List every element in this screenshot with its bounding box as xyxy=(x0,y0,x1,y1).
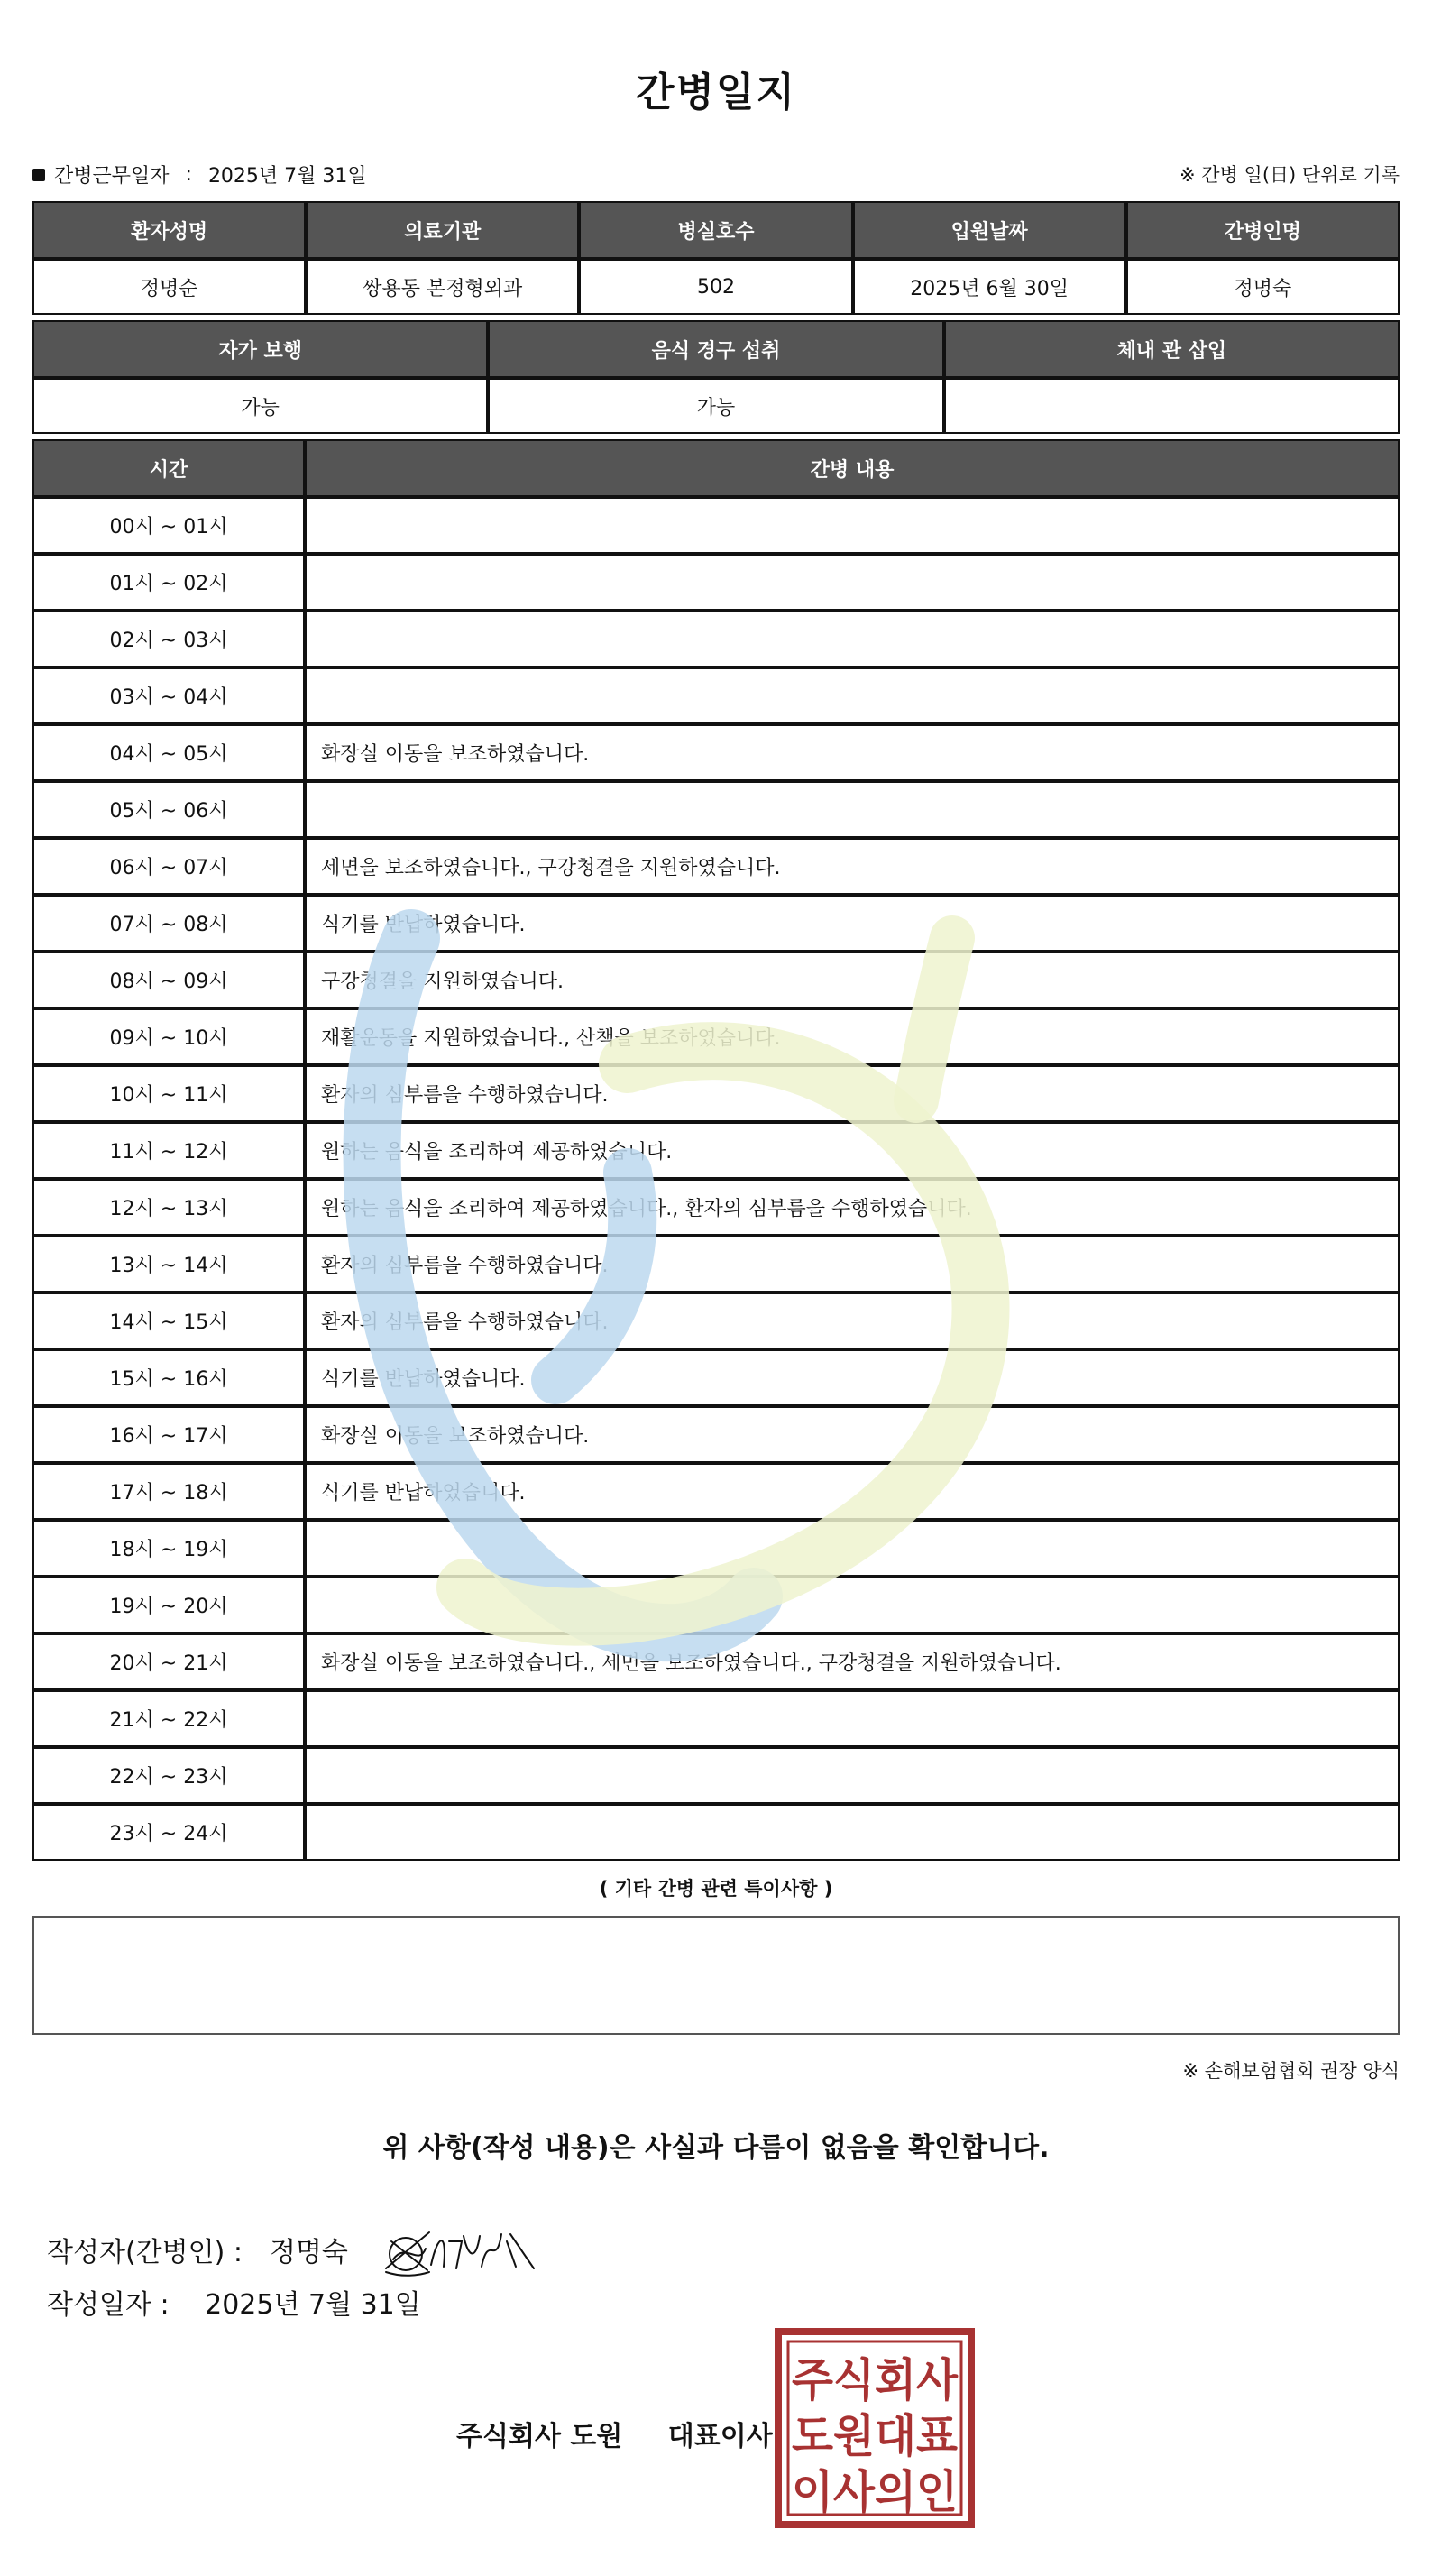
log-time: 13시 ~ 14시 xyxy=(32,1236,305,1293)
insurance-form-note: ※ 손해보험협회 권장 양식 xyxy=(1182,2060,1400,2082)
log-content: 세면을 보조하였습니다., 구강청결을 지원하였습니다. xyxy=(305,838,1400,895)
log-time: 05시 ~ 06시 xyxy=(32,781,305,838)
log-row xyxy=(32,895,1400,952)
header-room-number: 병실호수 xyxy=(579,201,852,259)
log-row xyxy=(32,554,1400,611)
log-row xyxy=(32,1293,1400,1349)
log-content: 화장실 이동을 보조하였습니다. xyxy=(305,1406,1400,1463)
log-time: 06시 ~ 07시 xyxy=(32,838,305,895)
log-content: 원하는 음식을 조리하여 제공하였습니다., 환자의 심부름을 수행하였습니다. xyxy=(305,1179,1400,1236)
log-row xyxy=(32,1236,1400,1293)
written-date-line xyxy=(47,2282,421,2322)
svg-text:도원대표: 도원대표 xyxy=(792,2410,959,2462)
writer-line xyxy=(47,2214,537,2285)
header-time: 시간 xyxy=(32,439,305,497)
log-time: 15시 ~ 16시 xyxy=(32,1349,305,1406)
log-content: 식기를 반납하였습니다. xyxy=(305,1349,1400,1406)
patient-info-table xyxy=(32,201,1400,315)
caregiver-name: 정명숙 xyxy=(1126,259,1400,315)
log-row xyxy=(32,1577,1400,1633)
log-time: 23시 ~ 24시 xyxy=(32,1804,305,1861)
status-value-row xyxy=(32,378,1400,434)
work-date xyxy=(32,161,367,189)
writer-name: 정명숙 xyxy=(269,2237,348,2268)
company-role: 대표이사 xyxy=(667,2421,773,2452)
log-time: 04시 ~ 05시 xyxy=(32,724,305,781)
written-date-label: 작성일자 : xyxy=(47,2289,170,2321)
oral-intake-value: 가능 xyxy=(488,378,943,434)
work-date-value: 2025년 7월 31일 xyxy=(207,165,367,188)
log-row xyxy=(32,1179,1400,1236)
log-time: 08시 ~ 09시 xyxy=(32,952,305,1008)
log-time: 20시 ~ 21시 xyxy=(32,1633,305,1690)
log-row xyxy=(32,952,1400,1008)
log-content xyxy=(305,611,1400,667)
log-content: 환자의 심부름을 수행하였습니다. xyxy=(305,1293,1400,1349)
log-content xyxy=(305,667,1400,724)
log-row xyxy=(32,1690,1400,1747)
log-content: 구강청결을 지원하였습니다. xyxy=(305,952,1400,1008)
log-time: 16시 ~ 17시 xyxy=(32,1406,305,1463)
log-content: 재활운동을 지원하였습니다., 산책을 보조하였습니다. xyxy=(305,1008,1400,1065)
header-oral-intake: 음식 경구 섭취 xyxy=(488,320,943,378)
log-content xyxy=(305,1804,1400,1861)
log-row xyxy=(32,611,1400,667)
log-time: 07시 ~ 08시 xyxy=(32,895,305,952)
log-time: 22시 ~ 23시 xyxy=(32,1747,305,1804)
svg-text:주식회사: 주식회사 xyxy=(792,2354,959,2406)
log-row xyxy=(32,1520,1400,1577)
room-number: 502 xyxy=(579,259,852,315)
log-row xyxy=(32,724,1400,781)
confirmation-statement: 위 사항(작성 내용)은 사실과 다름이 없음을 확인합니다. xyxy=(382,2132,1050,2164)
log-row xyxy=(32,1349,1400,1406)
log-row xyxy=(32,1463,1400,1520)
log-time: 00시 ~ 01시 xyxy=(32,497,305,554)
remarks-box xyxy=(32,1916,1400,2035)
log-body xyxy=(32,497,1400,1861)
log-time: 10시 ~ 11시 xyxy=(32,1065,305,1122)
log-content xyxy=(305,497,1400,554)
log-content xyxy=(305,1690,1400,1747)
self-walking-value: 가능 xyxy=(32,378,488,434)
work-date-line xyxy=(32,157,1400,189)
header-tube-insertion: 체내 관 삽입 xyxy=(944,320,1400,378)
patient-value-row xyxy=(32,259,1400,315)
patient-status-table xyxy=(32,320,1400,434)
handwritten-signature-icon xyxy=(375,2214,537,2285)
log-content: 식기를 반납하였습니다. xyxy=(305,895,1400,952)
log-row xyxy=(32,1633,1400,1690)
log-time: 01시 ~ 02시 xyxy=(32,554,305,611)
bullet-square-icon xyxy=(32,169,45,181)
log-content xyxy=(305,781,1400,838)
patient-name: 정명순 xyxy=(32,259,306,315)
log-time: 18시 ~ 19시 xyxy=(32,1520,305,1577)
log-row xyxy=(32,1122,1400,1179)
log-content: 환자의 심부름을 수행하였습니다. xyxy=(305,1236,1400,1293)
patient-header-row xyxy=(32,201,1400,259)
company-seal-icon xyxy=(774,2327,976,2529)
written-date-value: 2025년 7월 31일 xyxy=(205,2289,421,2321)
hospital-name: 쌍용동 본정형외과 xyxy=(306,259,579,315)
log-content: 원하는 음식을 조리하여 제공하였습니다. xyxy=(305,1122,1400,1179)
svg-text:이사의인: 이사의인 xyxy=(792,2466,958,2518)
care-log-table xyxy=(32,439,1400,1861)
log-content: 환자의 심부름을 수행하였습니다. xyxy=(305,1065,1400,1122)
log-content xyxy=(305,1520,1400,1577)
log-time: 09시 ~ 10시 xyxy=(32,1008,305,1065)
log-row xyxy=(32,667,1400,724)
company-line xyxy=(456,2414,773,2453)
log-row xyxy=(32,1008,1400,1065)
log-content: 화장실 이동을 보조하였습니다. xyxy=(305,724,1400,781)
company-name: 주식회사 도원 xyxy=(456,2421,623,2452)
log-time: 12시 ~ 13시 xyxy=(32,1179,305,1236)
log-row xyxy=(32,1747,1400,1804)
log-time: 19시 ~ 20시 xyxy=(32,1577,305,1633)
tube-insertion-value xyxy=(944,378,1400,434)
log-header-row xyxy=(32,439,1400,497)
log-row xyxy=(32,838,1400,895)
writer-label: 작성자(간병인) : xyxy=(47,2237,243,2268)
log-time: 11시 ~ 12시 xyxy=(32,1122,305,1179)
header-self-walking: 자가 보행 xyxy=(32,320,488,378)
log-row xyxy=(32,1804,1400,1861)
log-time: 03시 ~ 04시 xyxy=(32,667,305,724)
header-patient-name: 환자성명 xyxy=(32,201,306,259)
log-content xyxy=(305,1577,1400,1633)
log-row xyxy=(32,1406,1400,1463)
log-content xyxy=(305,1747,1400,1804)
page-title: 간병일지 xyxy=(635,69,796,115)
log-row xyxy=(32,497,1400,554)
log-time: 02시 ~ 03시 xyxy=(32,611,305,667)
log-row xyxy=(32,781,1400,838)
log-time: 17시 ~ 18시 xyxy=(32,1463,305,1520)
status-header-row xyxy=(32,320,1400,378)
log-time: 21시 ~ 22시 xyxy=(32,1690,305,1747)
daily-record-note: ※ 간병 일(日) 단위로 기록 xyxy=(1180,164,1400,186)
log-content xyxy=(305,554,1400,611)
work-date-label: 간병근무일자 xyxy=(54,165,170,188)
log-content: 식기를 반납하였습니다. xyxy=(305,1463,1400,1520)
admission-date: 2025년 6월 30일 xyxy=(853,259,1126,315)
log-content: 화장실 이동을 보조하였습니다., 세면을 보조하였습니다., 구강청결을 지원하였습니다. xyxy=(305,1633,1400,1690)
work-date-colon: : xyxy=(185,163,192,186)
header-care-content: 간병 내용 xyxy=(305,439,1400,497)
header-hospital: 의료기관 xyxy=(306,201,579,259)
header-caregiver-name: 간병인명 xyxy=(1126,201,1400,259)
remarks-title: ( 기타 간병 관련 특이사항 ) xyxy=(599,1878,833,1900)
header-admission-date: 입원날짜 xyxy=(853,201,1126,259)
log-time: 14시 ~ 15시 xyxy=(32,1293,305,1349)
log-row xyxy=(32,1065,1400,1122)
